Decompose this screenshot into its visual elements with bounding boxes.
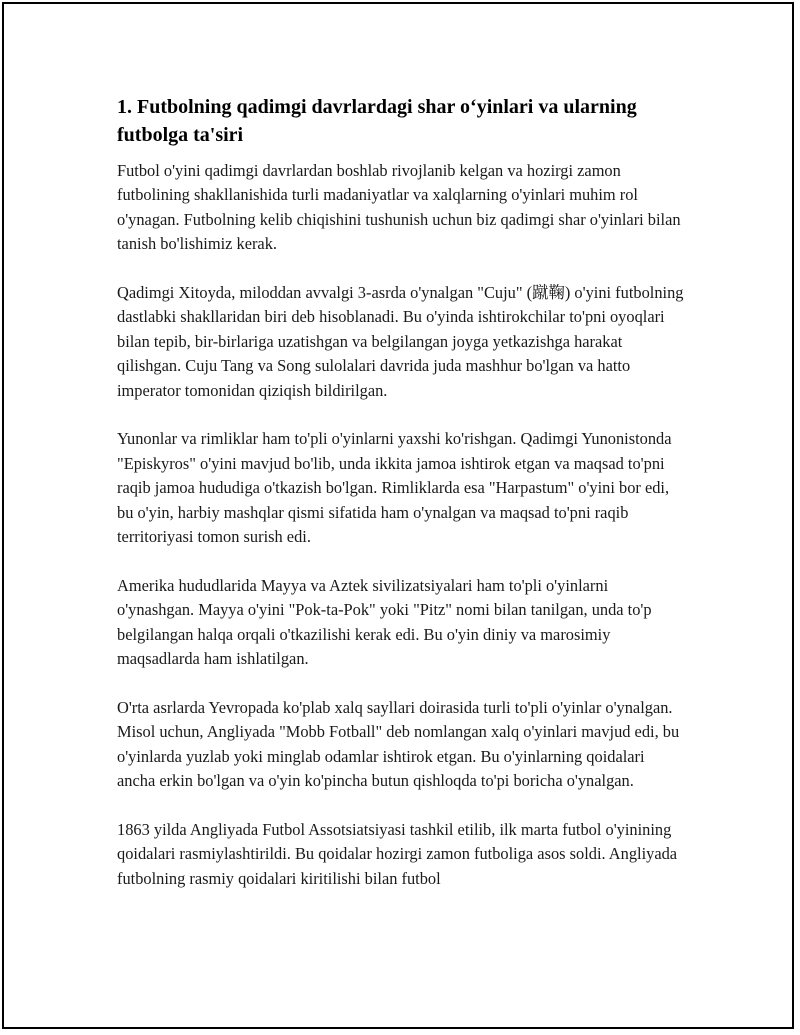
section-heading: 1. Futbolning qadimgi davrlardagi shar o‘yinlari va ularning futbolga ta'siri [117, 96, 637, 146]
paragraph-middle-ages: O'rta asrlarda Yevropada ko'plab xalq sayllari doirasida turli to'pli o'yinlar o'ynalgan. Misol uchun, Angliyada "Mobb Fotball" deb nomlangan xalq o'yinlari mavjud edi, bu o'yinlarda yuzlab yoki minglab odamlar ishtirok etgan. Bu o'yinlarning qoidalari ancha erkin bo'lgan va o'yin ko'pincha butun qishloqda to'pi boricha o'ynalgan. [117, 697, 680, 791]
paragraph-greece-rome: Yunonlar va rimliklar ham to'pli o'yinlarni yaxshi ko'rishgan. Qadimgi Yunonistonda "Episkyros" o'yini mavjud bo'lib, unda ikkita jamoa ishtirok etgan va maqsad to'pni raqib jamoa hududiga o'tkazish bo'lgan. Rimliklarda esa "Harpastum" o'yini bor edi, bu o'yin, harbiy mashqlar qismi sifatida ham o'ynalgan va maqsad to'pni raqib territoriyasi tomon surish edi. [117, 429, 672, 547]
paragraph-maya-aztec: Amerika hududlarida Mayya va Aztek sivilizatsiyalari ham to'pli o'yinlarni o'ynashgan. Mayya o'yini "Pok-ta-Pok" yoki "Pitz" nomi bilan tanilgan, unda to'p belgilangan halqa orqali o'tkazilishi kerak edi. Bu o'yin diniy va marosimiy maqsadlarda ham ishlatilgan. [117, 575, 652, 669]
paragraph-intro: Futbol o'yini qadimgi davrlardan boshlab rivojlanib kelgan va hozirgi zamon futbolining shakllanishida turli madaniyatlar va xalqlarning o'yinlari muhim rol o'ynagan. Futbolning kelib chiqishini tushunish uchun biz qadimgi shar o'yinlari bilan tanish bo'lishimiz kerak. [117, 161, 681, 254]
document-body [117, 93, 685, 916]
paragraph-1863-association: 1863 yilda Angliyada Futbol Assotsiatsiyasi tashkil etilib, ilk marta futbol o'yinining qoidalari rasmiylashtirildi. Bu qoidalar hozirgi zamon futboliga asos soldi. Angliyada futbolning rasmiy qoidalari kiritilishi bilan futbol [117, 819, 678, 888]
paragraph-china-cuju: Qadimgi Xitoyda, miloddan avvalgi 3-asrda o'ynalgan "Cuju" (蹴鞠) o'yini futbolning dastlabki shakllaridan biri deb hisoblanadi. Bu o'yinda ishtirokchilar to'pni oyoqlari bilan tepib, bir-birlariga uzatishgan va belgilangan joyga yetkazishga harakat qilishgan. Cuju Tang va Song sulolalari davrida juda mashhur bo'lgan va hatto imperator tomonidan qiziqish bildirilgan. [117, 283, 684, 400]
